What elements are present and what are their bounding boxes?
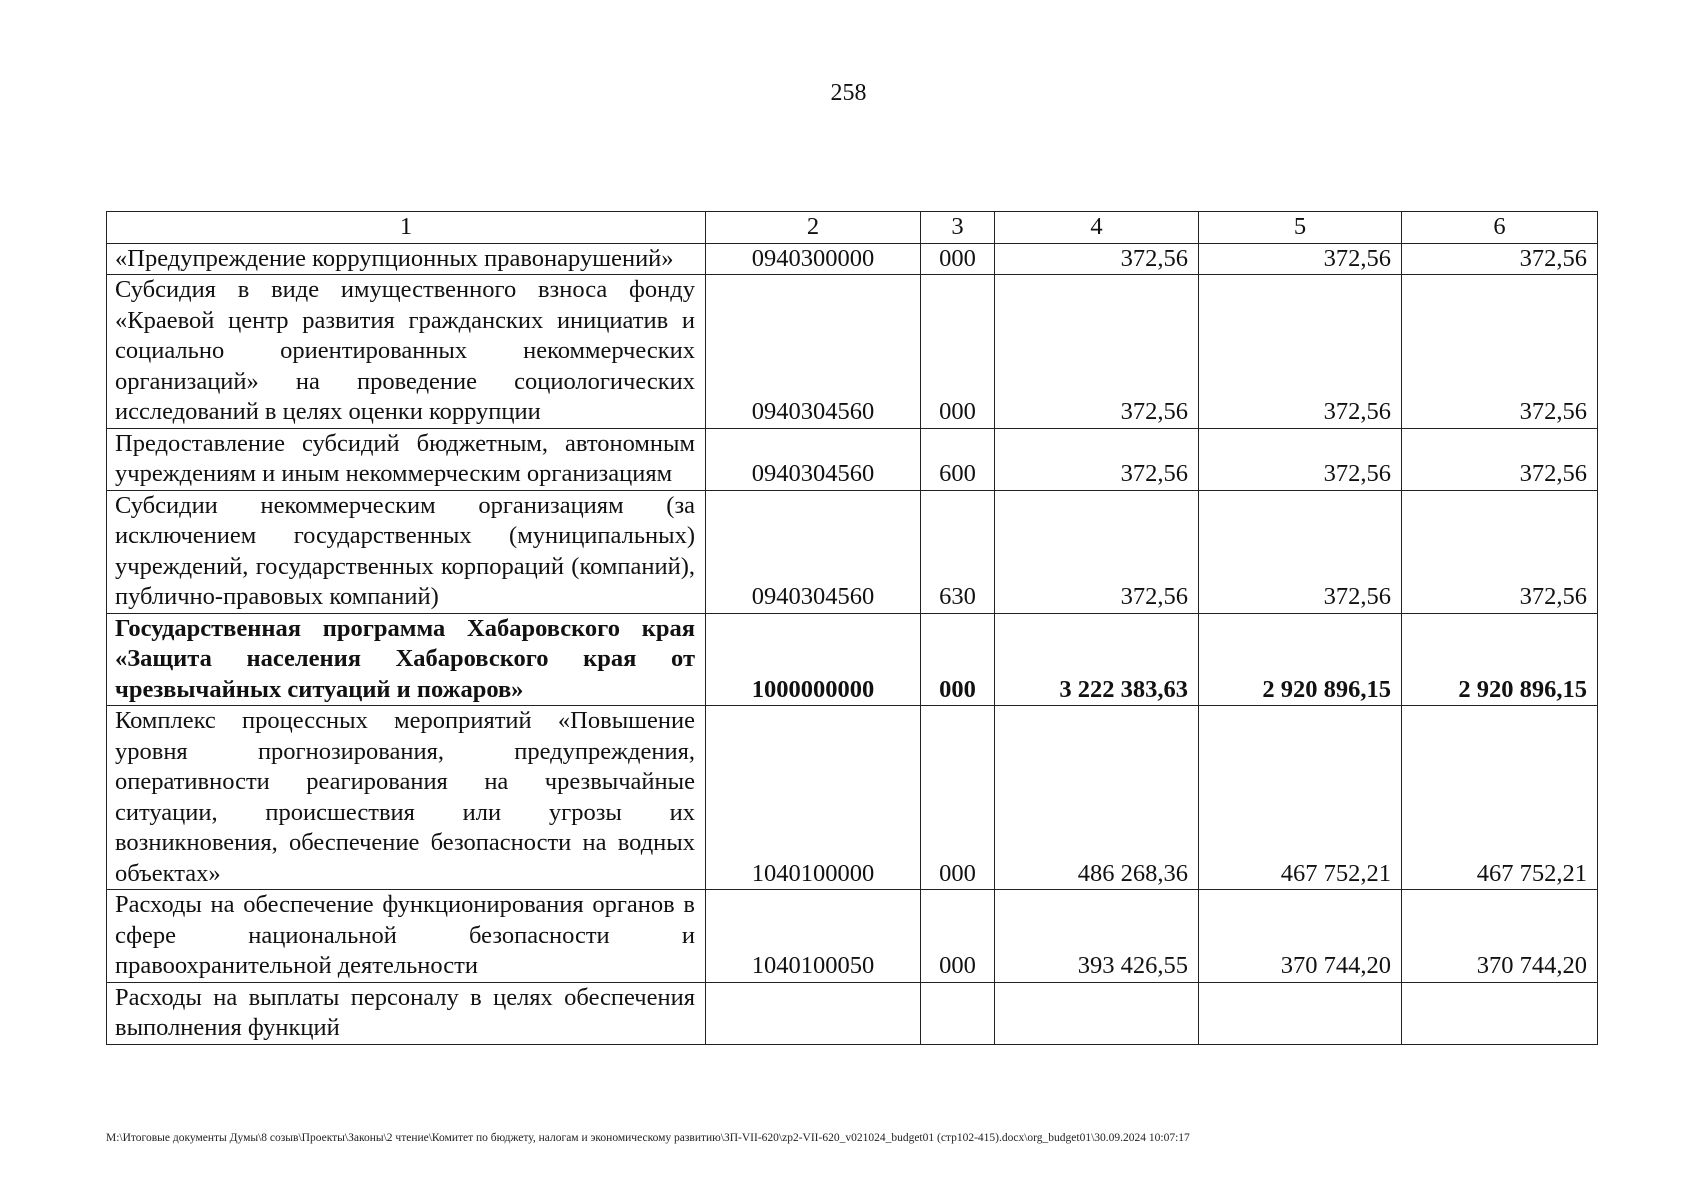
row-value-col6: 372,56	[1402, 275, 1598, 429]
row-target-code: 1040100050	[706, 890, 921, 983]
column-header: 1	[107, 212, 706, 244]
row-value-col6: 2 920 896,15	[1402, 613, 1598, 706]
row-name: Расходы на обеспечение функционирования органов в сфере национальной безопасности и правоохранительной деятельности	[107, 890, 706, 983]
row-value-col5: 372,56	[1199, 490, 1402, 613]
row-target-code: 0940304560	[706, 490, 921, 613]
row-expense-type: 600	[921, 428, 995, 490]
column-header: 5	[1199, 212, 1402, 244]
row-value-col4: 486 268,36	[995, 706, 1199, 890]
row-value-col5: 2 920 896,15	[1199, 613, 1402, 706]
row-expense-type	[921, 982, 995, 1044]
row-value-col5: 372,56	[1199, 275, 1402, 429]
table-row	[107, 706, 1598, 890]
table-row	[107, 243, 1598, 275]
column-header: 2	[706, 212, 921, 244]
column-header: 4	[995, 212, 1199, 244]
footer-file-path: M:\Итоговые документы Думы\8 созыв\Проекты\Законы\2 чтение\Комитет по бюджету, налогам и экономическому развитию\ЗП-VII-620\zp2-VII-620_v021024_budget01 (стр102-415).docx\org_budget01\30.09.2024 10:07:17	[106, 1132, 1190, 1144]
table-row	[107, 275, 1598, 429]
row-target-code: 0940304560	[706, 275, 921, 429]
row-target-code	[706, 982, 921, 1044]
row-value-col6: 372,56	[1402, 243, 1598, 275]
column-header: 6	[1402, 212, 1598, 244]
row-value-col4: 372,56	[995, 243, 1199, 275]
row-value-col4: 372,56	[995, 275, 1199, 429]
row-target-code: 1000000000	[706, 613, 921, 706]
table-header-row	[107, 212, 1598, 244]
row-value-col6: 370 744,20	[1402, 890, 1598, 983]
row-value-col6	[1402, 982, 1598, 1044]
row-name: Комплекс процессных мероприятий «Повышение уровня прогнозирования, предупреждения, оперативности реагирования на чрезвычайные ситуации, происшествия или угрозы их возникновения, обеспечение безопасности на водных объектах»	[107, 706, 706, 890]
table-row	[107, 982, 1598, 1044]
row-value-col5	[1199, 982, 1402, 1044]
row-value-col6: 372,56	[1402, 490, 1598, 613]
row-value-col5: 370 744,20	[1199, 890, 1402, 983]
row-name: Государственная программа Хабаровского края «Защита населения Хабаровского края от чрезвычайных ситуаций и пожаров»	[107, 613, 706, 706]
table-row-program	[107, 613, 1598, 706]
row-target-code: 0940304560	[706, 428, 921, 490]
row-expense-type: 000	[921, 890, 995, 983]
row-value-col6: 372,56	[1402, 428, 1598, 490]
table-row	[107, 490, 1598, 613]
row-value-col4: 372,56	[995, 428, 1199, 490]
row-value-col4: 393 426,55	[995, 890, 1199, 983]
row-value-col5: 372,56	[1199, 243, 1402, 275]
table-row	[107, 428, 1598, 490]
row-value-col5: 467 752,21	[1199, 706, 1402, 890]
budget-table	[106, 211, 1598, 1045]
row-expense-type: 630	[921, 490, 995, 613]
row-name: Предоставление субсидий бюджетным, автономным учреждениям и иным некоммерческим организациям	[107, 428, 706, 490]
row-expense-type: 000	[921, 613, 995, 706]
row-name: «Предупреждение коррупционных правонарушений»	[107, 243, 706, 275]
table-row	[107, 890, 1598, 983]
row-expense-type: 000	[921, 706, 995, 890]
row-value-col4: 3 222 383,63	[995, 613, 1199, 706]
row-expense-type: 000	[921, 243, 995, 275]
row-value-col4	[995, 982, 1199, 1044]
column-header: 3	[921, 212, 995, 244]
row-value-col5: 372,56	[1199, 428, 1402, 490]
row-name: Расходы на выплаты персоналу в целях обеспечения выполнения функций	[107, 982, 706, 1044]
row-value-col4: 372,56	[995, 490, 1199, 613]
row-target-code: 1040100000	[706, 706, 921, 890]
row-name: Субсидия в виде имущественного взноса фонду «Краевой центр развития гражданских инициатив и социально ориентированных некоммерческих организаций» на проведение социологических исследований в целях оценки коррупции	[107, 275, 706, 429]
row-expense-type: 000	[921, 275, 995, 429]
row-target-code: 0940300000	[706, 243, 921, 275]
row-name: Субсидии некоммерческим организациям (за исключением государственных (муниципальных) учреждений, государственных корпораций (компаний), публично-правовых компаний)	[107, 490, 706, 613]
page-number: 258	[830, 80, 867, 106]
row-value-col6: 467 752,21	[1402, 706, 1598, 890]
